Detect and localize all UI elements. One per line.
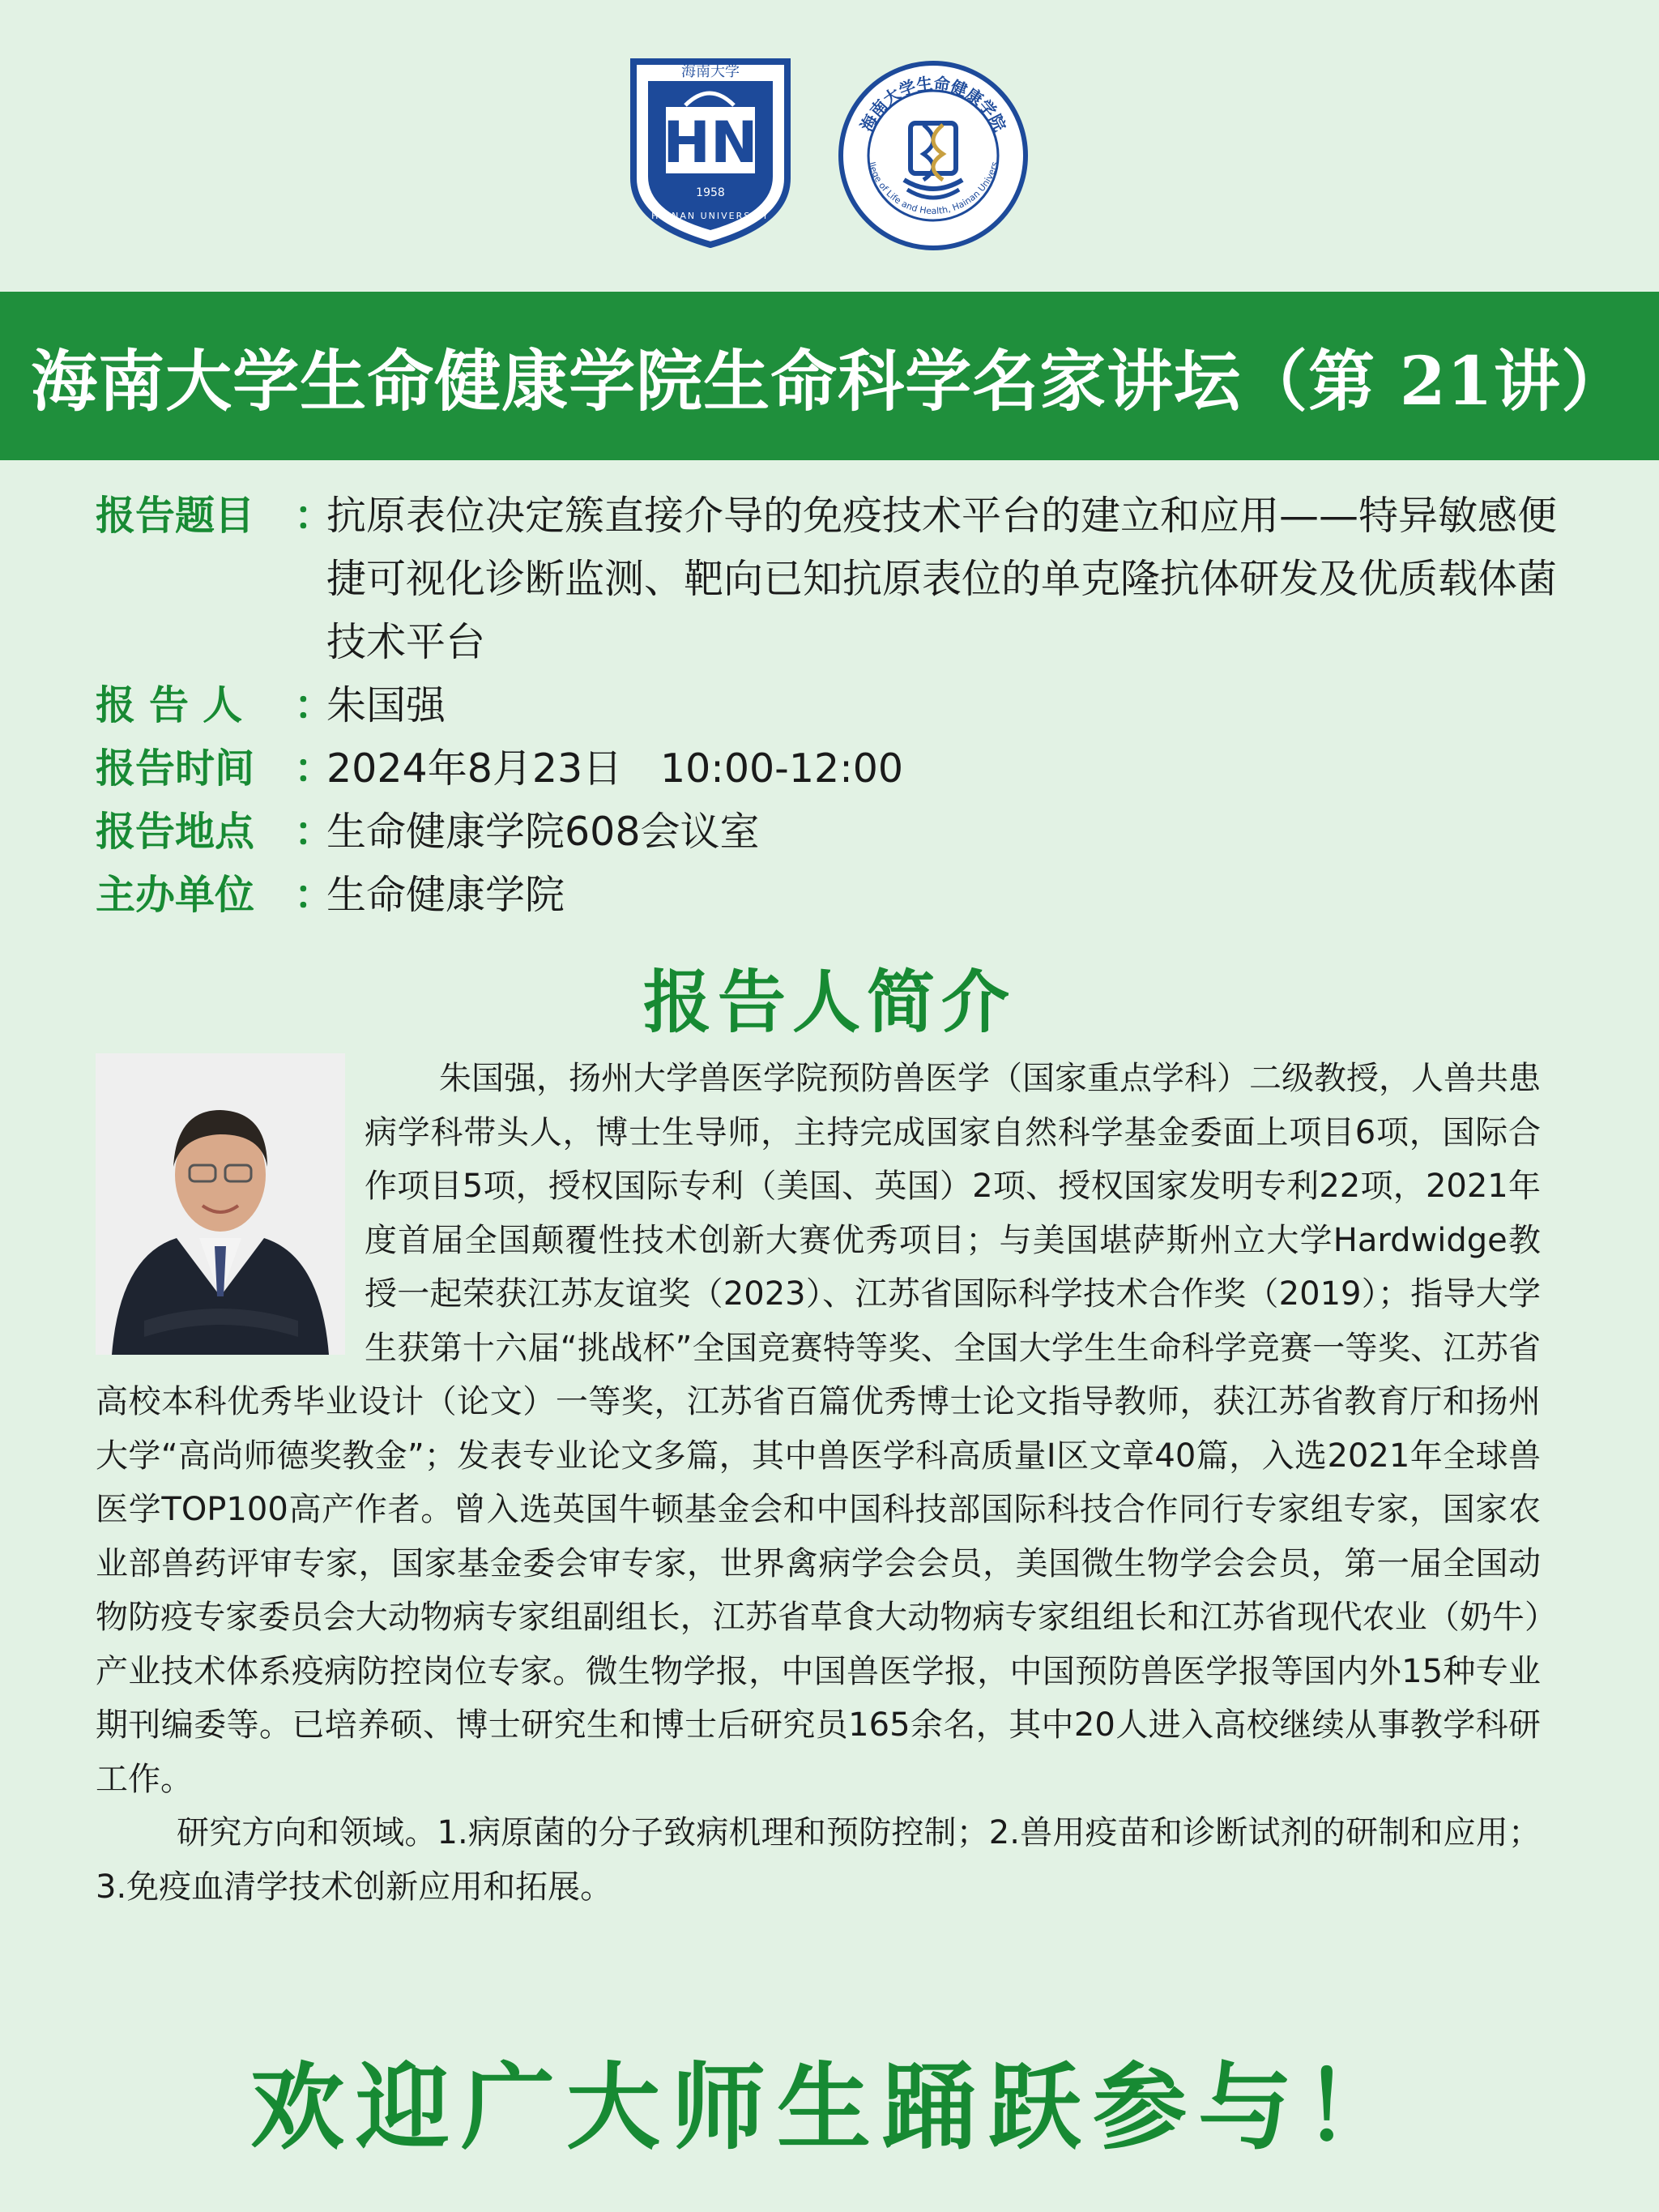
emblem-top-text: 海南大学 (681, 63, 740, 80)
info-row-time (96, 737, 1570, 801)
page-title: 海南大学生命健康学院生命科学名家讲坛（第 21讲） (31, 342, 1628, 421)
info-label-speaker: 报 告 人 (96, 682, 243, 728)
bio-paragraph-research: 研究方向和领域。1.病原菌的分子致病机理和预防控制；2.兽用疫苗和诊断试剂的研制和应用；3.免疫血清学技术创新应用和拓展。 (96, 1814, 1541, 1906)
info-row-organizer (96, 864, 1570, 927)
college-en-text: llege of Life and Health, Hainan Univers (866, 160, 1000, 217)
title-banner (0, 292, 1659, 460)
welcome-message: 欢迎广大师生踊跃参与！ (250, 2053, 1409, 2163)
info-colon: ： (294, 745, 335, 792)
info-label-location: 报告地点 (96, 809, 255, 855)
info-colon: ： (294, 872, 335, 918)
info-value-time: 2024年8月23日 10:00-12:00 (326, 745, 904, 792)
info-value-organizer: 生命健康学院 (326, 872, 565, 918)
info-value-speaker: 朱国强 (326, 682, 446, 728)
speaker-bio (96, 1052, 1541, 1914)
college-life-health-emblem-icon (836, 58, 1030, 253)
info-colon: ： (294, 493, 335, 539)
info-label-topic: 报告题目 (96, 493, 255, 539)
emblem-monogram: HN (663, 109, 758, 176)
info-value-location: 生命健康学院608会议室 (326, 809, 760, 855)
emblem-side-text: HAINAN UNIVERSITY (651, 211, 770, 221)
info-row-location (96, 801, 1570, 864)
emblem-year: 1958 (696, 186, 725, 199)
info-label-organizer: 主办单位 (96, 872, 255, 918)
section-title-speaker-intro: 报告人简介 (642, 963, 1016, 1042)
info-row-topic (96, 485, 1570, 674)
lecture-info (96, 485, 1570, 927)
info-colon: ： (294, 682, 335, 728)
info-value-topic: 抗原表位决定簇直接介导的免疫技术平台的建立和应用——特异敏感便捷可视化诊断监测、靶向已知抗原表位的单克隆抗体研发及优质载体菌技术平台 (326, 493, 1558, 665)
logo-area (0, 50, 1659, 253)
bio-paragraph: 朱国强，扬州大学兽医学院预防兽医学（国家重点学科）二级教授，人兽共患病学科带头人，博士生导师，主持完成国家自然科学基金委面上项目6项，国际合作项目5项，授权国际专利（美国、英国）2项、授权国家发明专利22项，2021年度首届全国颠覆性技术创新大赛优秀项目；与美国堪萨斯州立大学Hardwidge教授一起荣获江苏友谊奖（2023）、江苏省国际科学技术合作奖（2019）；指导大学生获第十六届“挑战杯”全国竞赛特等奖、全国大学生生命科学竞赛一等奖、江苏省高校本科优秀毕业设计（论文）一等奖，江苏省百篇优秀博士论文指导教师，获江苏省教育厅和扬州大学“高尚师德奖教金”；发表专业论文多篇，其中兽医学科高质量Ⅰ区文章40篇，入选2021年全球兽医学TOP100高产作者。曾入选英国牛顿基金会和中国科技部国际科技合作同行专家组专家，国家农业部兽药评审专家，国家基金委会审专家，世界禽病学会会员，美国微生物学会会员，第一届全国动物防疫专家委员会大动物病专家组副组长，江苏省草食大动物病专家组组长和江苏省现代农业（奶牛）产业技术体系疫病防控岗位专家。微生物学报，中国兽医学报，中国预防兽医学报等国内外15种专业期刊编委等。已培养硕、博士研究生和博士后研究员165余名，其中20人进入高校继续从事教学科研工作。 (96, 1060, 1541, 1798)
hainan-university-emblem-icon (629, 57, 792, 248)
info-colon: ： (294, 809, 335, 855)
info-row-speaker (96, 674, 1570, 737)
college-cn-text: 海南大学生命健康学院 (856, 73, 1010, 135)
info-label-time: 报告时间 (96, 745, 255, 792)
